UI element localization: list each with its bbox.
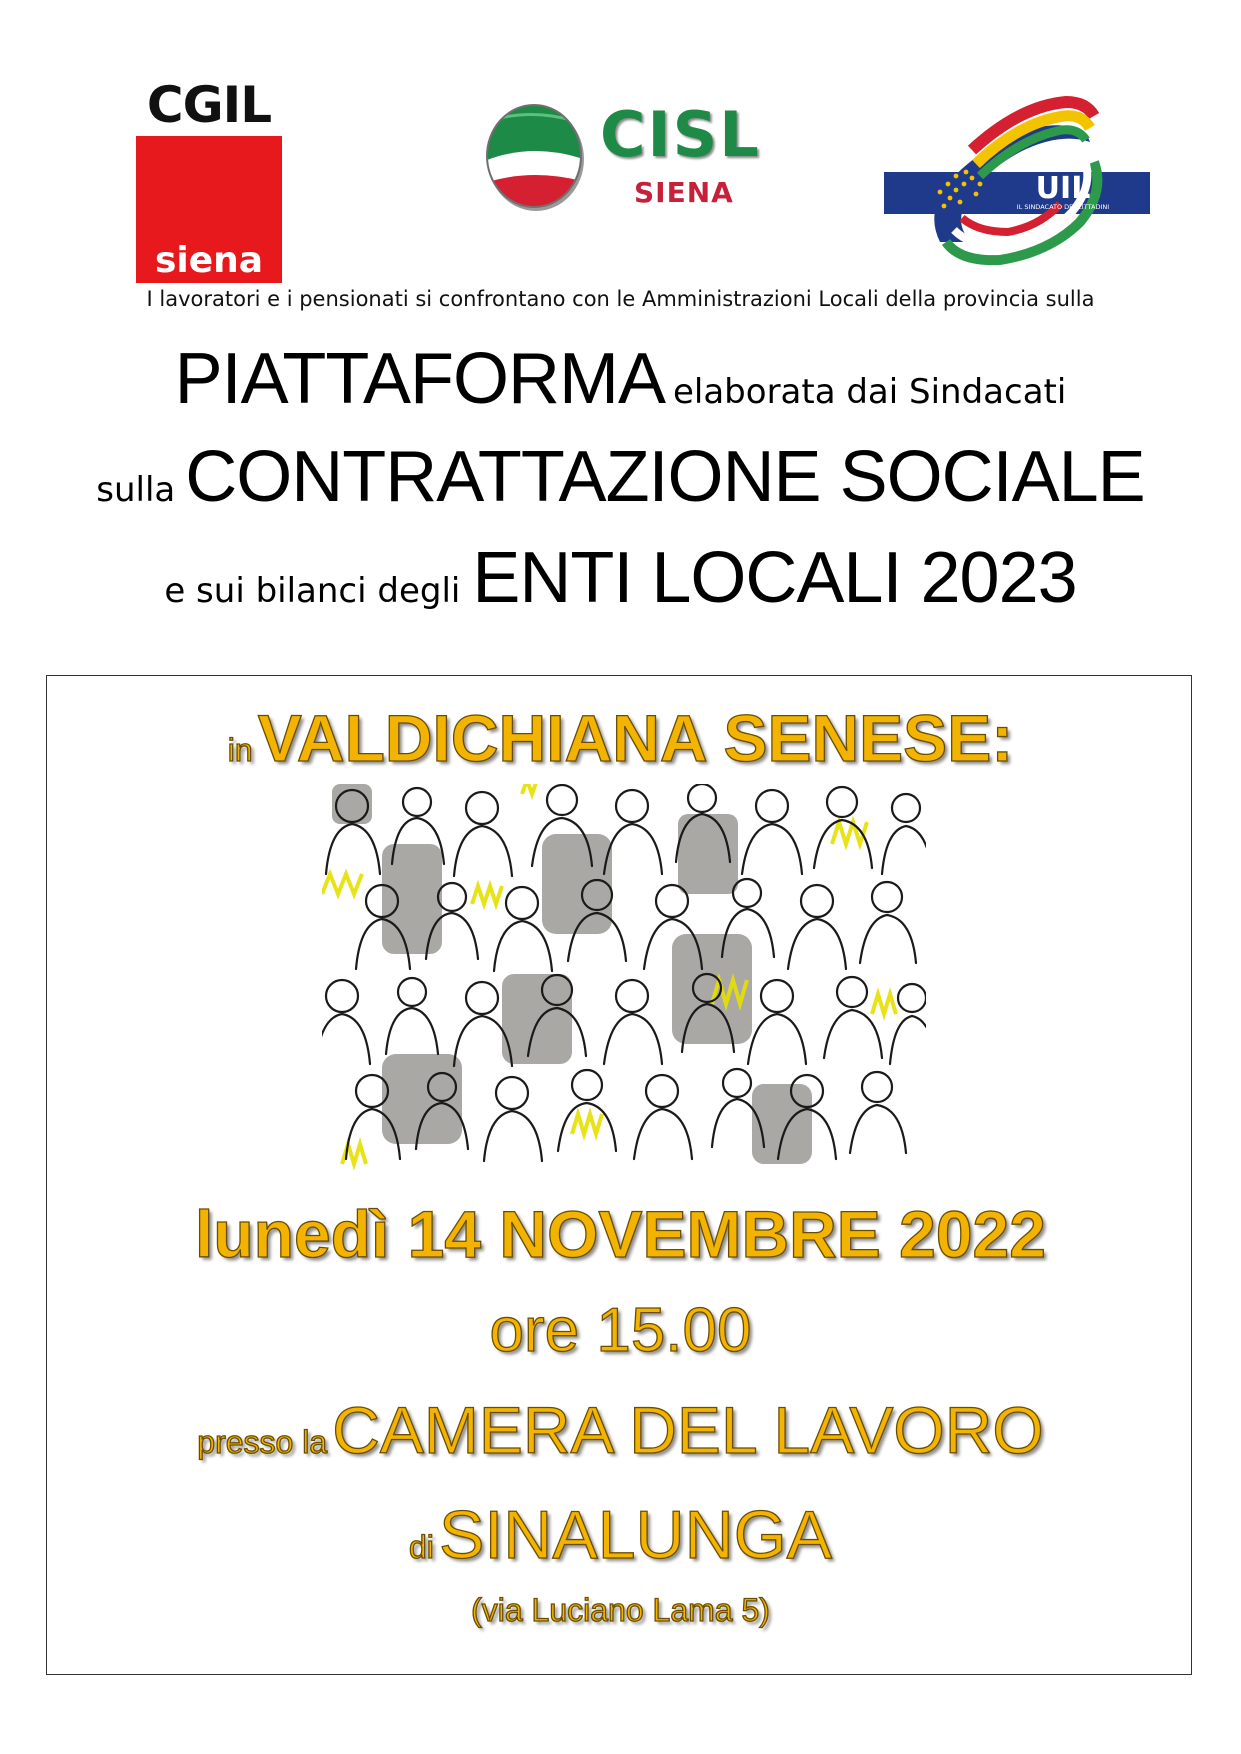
headline-contrattazione: CONTRATTAZIONE SOCIALE [185, 437, 1145, 517]
headline-line-1 [0, 338, 1241, 428]
cisl-emblem-icon [482, 100, 592, 216]
uil-logo [880, 92, 1152, 274]
uil-logo-name: UIL [1035, 171, 1091, 206]
headline-sulla: sulla [96, 470, 176, 510]
cisl-logo-city: SIENA [634, 176, 734, 209]
cisl-logo-name: CISL [600, 98, 761, 171]
event-venue-prefix: presso la [197, 1424, 328, 1460]
headline-enti-locali: ENTI LOCALI 2023 [472, 538, 1077, 618]
headline-line-2 [0, 436, 1241, 526]
headline-piattaforma: PIATTAFORMA [174, 339, 665, 419]
headline-elaborata: elaborata dai Sindacati [672, 372, 1067, 412]
event-date-line [0, 1196, 1241, 1272]
event-place-prefix: in [227, 732, 253, 768]
crowd-illustration [322, 784, 926, 1170]
headline-bilanci: e sui bilanci degli [164, 571, 461, 611]
headline-line-3 [0, 537, 1241, 627]
event-city-line [0, 1496, 1241, 1574]
event-city: SINALUNGA [439, 1497, 832, 1573]
event-time: ore 15.00 [489, 1296, 752, 1365]
uil-emblem-icon [880, 92, 1152, 274]
event-time-line [0, 1295, 1241, 1366]
event-date: lunedì 14 NOVEMBRE 2022 [195, 1197, 1046, 1271]
cgil-logo-name: CGIL [146, 76, 272, 134]
event-venue-line [0, 1392, 1241, 1468]
event-place-line [0, 700, 1241, 776]
uil-logo-tagline: IL SINDACATO DEI CITTADINI [1016, 203, 1110, 211]
event-place: VALDICHIANA SENESE: [257, 701, 1014, 775]
intro-tagline: I lavoratori e i pensionati si confrontano con le Amministrazioni Locali della provincia sulla [146, 287, 1095, 311]
cgil-logo-city: siena [154, 240, 264, 281]
event-address: (via Luciano Lama 5) [471, 1592, 770, 1628]
event-address-line [0, 1592, 1241, 1629]
cisl-logo [482, 100, 772, 220]
event-venue: CAMERA DEL LAVORO [332, 1393, 1044, 1467]
event-city-prefix: di [409, 1529, 434, 1565]
cgil-logo [136, 75, 282, 283]
crowd-sketch-icon [322, 784, 926, 1170]
